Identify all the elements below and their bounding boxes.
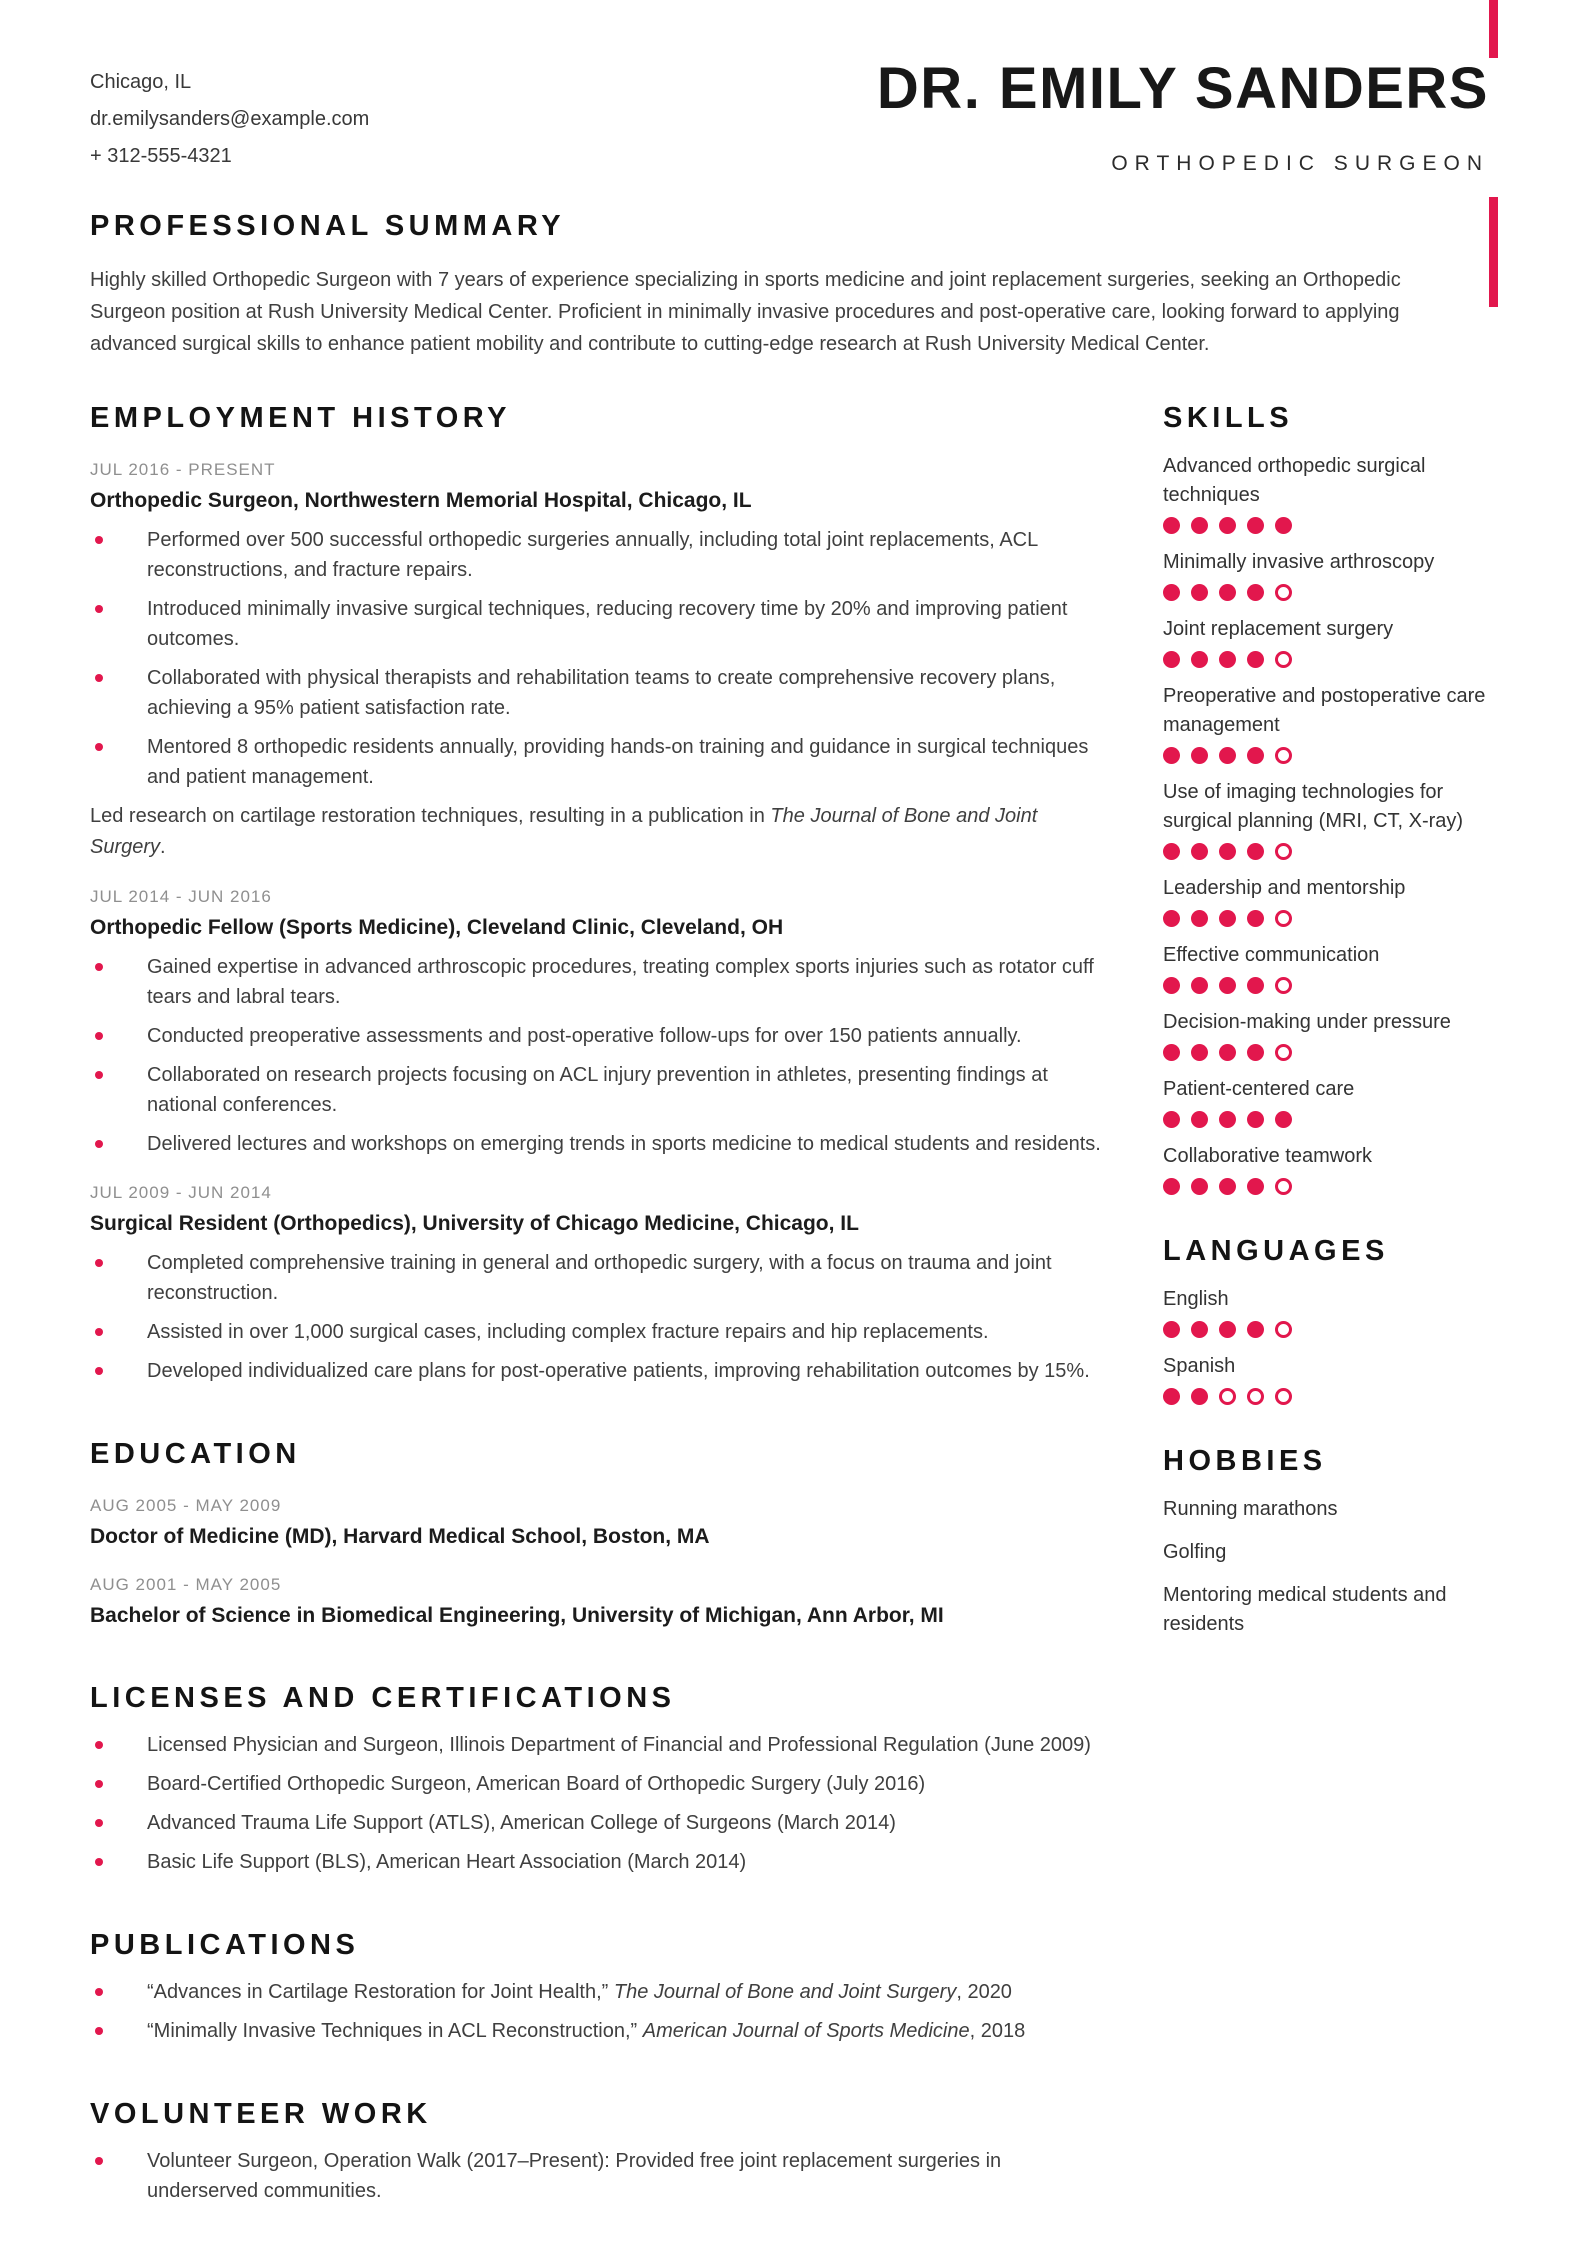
education-list xyxy=(90,1496,1110,1630)
job-entry xyxy=(90,887,1110,1159)
rating-dot-filled-icon xyxy=(1163,584,1180,601)
rating-dot-empty-icon xyxy=(1247,1388,1264,1405)
text-segment: . xyxy=(160,836,166,858)
rating-dot-empty-icon xyxy=(1275,584,1292,601)
job-dates: JUL 2014 - JUN 2016 xyxy=(90,887,272,906)
bullet-item: Volunteer Surgeon, Operation Walk (2017–Present): Provided free joint replacement surgeries in underserved communities. xyxy=(90,2146,1110,2206)
rating-dots xyxy=(1163,584,1508,601)
rating-dot-filled-icon xyxy=(1191,584,1208,601)
rating-dot-filled-icon xyxy=(1275,517,1292,534)
hobbies-heading: HOBBIES xyxy=(1163,1445,1327,1477)
rating-dot-filled-icon xyxy=(1163,747,1180,764)
rating-dot-filled-icon xyxy=(1191,651,1208,668)
rating-dot-filled-icon xyxy=(1247,977,1264,994)
section-skills xyxy=(1163,400,1508,1195)
accent-bar-top xyxy=(1489,0,1498,58)
rating-dot-filled-icon xyxy=(1163,1178,1180,1195)
rating-dot-empty-icon xyxy=(1275,1044,1292,1061)
rating-dot-filled-icon xyxy=(1163,1044,1180,1061)
volunteer-list xyxy=(90,2146,1110,2206)
text-segment: “Minimally Invasive Techniques in ACL Reconstruction,” xyxy=(147,2020,643,2042)
section-publications xyxy=(90,1927,1110,2046)
bullet-item: Basic Life Support (BLS), American Heart Association (March 2014) xyxy=(90,1847,1110,1877)
job-bullet-list xyxy=(90,1248,1110,1386)
skill-item xyxy=(1163,548,1508,601)
bullet-item: Developed individualized care plans for post-operative patients, improving rehabilitation outcomes by 15%. xyxy=(90,1356,1110,1386)
rating-dot-filled-icon xyxy=(1219,1178,1236,1195)
rating-dot-empty-icon xyxy=(1275,651,1292,668)
rating-dot-filled-icon xyxy=(1219,910,1236,927)
hobby-item: Golfing xyxy=(1163,1541,1227,1563)
rating-dot-filled-icon xyxy=(1219,977,1236,994)
education-title: Doctor of Medicine (MD), Harvard Medical School, Boston, MA xyxy=(90,1525,710,1548)
rating-dots xyxy=(1163,910,1508,927)
bullet-item: Introduced minimally invasive surgical techniques, reducing recovery time by 20% and improving patient outcomes. xyxy=(90,594,1110,654)
rating-dot-filled-icon xyxy=(1191,517,1208,534)
skill-label: Minimally invasive arthroscopy xyxy=(1163,551,1435,573)
publications-list xyxy=(90,1977,1110,2046)
rating-dot-empty-icon xyxy=(1275,1178,1292,1195)
skill-item xyxy=(1163,941,1508,994)
rating-dot-filled-icon xyxy=(1163,517,1180,534)
rating-dot-filled-icon xyxy=(1247,843,1264,860)
licenses-heading: LICENSES AND CERTIFICATIONS xyxy=(90,1682,676,1714)
job-title: Orthopedic Fellow (Sports Medicine), Cleveland Clinic, Cleveland, OH xyxy=(90,916,784,939)
rating-dot-filled-icon xyxy=(1219,843,1236,860)
contact-location: Chicago, IL xyxy=(90,71,192,93)
job-title: Orthopedic Surgeon, Northwestern Memorial Hospital, Chicago, IL xyxy=(90,489,752,512)
bullet-item: Delivered lectures and workshops on emerging trends in sports medicine to medical students and residents. xyxy=(90,1129,1110,1159)
bullet-item: Performed over 500 successful orthopedic surgeries annually, including total joint replacements, ACL reconstructions, and fracture repairs. xyxy=(90,525,1110,585)
bullet-item: Board-Certified Orthopedic Surgeon, American Board of Orthopedic Surgery (July 2016) xyxy=(90,1769,1110,1799)
skill-item xyxy=(1163,1008,1508,1061)
candidate-name: DR. EMILY SANDERS xyxy=(876,56,1489,121)
section-languages xyxy=(1163,1233,1508,1405)
rating-dot-filled-icon xyxy=(1191,747,1208,764)
education-entry xyxy=(90,1575,1110,1630)
job-note xyxy=(90,801,1110,863)
skill-label: Decision-making under pressure xyxy=(1163,1011,1451,1033)
accent-bar-header xyxy=(1489,197,1498,307)
rating-dot-filled-icon xyxy=(1163,1321,1180,1338)
rating-dot-filled-icon xyxy=(1191,977,1208,994)
section-volunteer-work xyxy=(90,2096,1110,2206)
bullet-item: Gained expertise in advanced arthroscopic procedures, treating complex sports injuries such as rotator cuff tears and labral tears. xyxy=(90,952,1110,1012)
rating-dot-filled-icon xyxy=(1191,843,1208,860)
section-hobbies xyxy=(1163,1443,1508,1639)
rating-dot-filled-icon xyxy=(1191,1044,1208,1061)
summary-heading: PROFESSIONAL SUMMARY xyxy=(90,210,566,242)
rating-dot-filled-icon xyxy=(1191,1321,1208,1338)
rating-dot-filled-icon xyxy=(1163,843,1180,860)
skill-label: Advanced orthopedic surgical techniques xyxy=(1163,455,1426,506)
rating-dot-filled-icon xyxy=(1191,1178,1208,1195)
rating-dot-filled-icon xyxy=(1163,1111,1180,1128)
rating-dot-filled-icon xyxy=(1247,517,1264,534)
contact-phone: + 312-555-4321 xyxy=(90,145,232,167)
rating-dot-filled-icon xyxy=(1219,1111,1236,1128)
rating-dot-empty-icon xyxy=(1275,1321,1292,1338)
rating-dots xyxy=(1163,1178,1508,1195)
rating-dot-filled-icon xyxy=(1247,747,1264,764)
rating-dots xyxy=(1163,1111,1508,1128)
rating-dot-filled-icon xyxy=(1163,651,1180,668)
publications-heading: PUBLICATIONS xyxy=(90,1929,360,1961)
volunteer-heading: VOLUNTEER WORK xyxy=(90,2098,432,2130)
job-title: Surgical Resident (Orthopedics), University of Chicago Medicine, Chicago, IL xyxy=(90,1212,859,1235)
hobby-item: Running marathons xyxy=(1163,1498,1338,1520)
skill-item xyxy=(1163,874,1508,927)
rating-dot-filled-icon xyxy=(1219,651,1236,668)
text-segment: , 2018 xyxy=(969,2020,1026,2042)
rating-dot-empty-icon xyxy=(1219,1388,1236,1405)
italic-text: The Journal of Bone and Joint Surgery xyxy=(90,805,1038,858)
rating-dot-empty-icon xyxy=(1275,747,1292,764)
italic-text: The Journal of Bone and Joint Surgery xyxy=(613,1981,957,2003)
hobbies-list xyxy=(1163,1495,1508,1639)
education-heading: EDUCATION xyxy=(90,1438,301,1470)
skills-heading: SKILLS xyxy=(1163,402,1294,434)
rating-dot-filled-icon xyxy=(1219,1321,1236,1338)
skill-item xyxy=(1163,452,1508,534)
skill-label: Effective communication xyxy=(1163,944,1380,966)
skill-item xyxy=(1163,1075,1508,1128)
main-column xyxy=(90,400,1110,2244)
skill-label: Patient-centered care xyxy=(1163,1078,1355,1100)
rating-dot-filled-icon xyxy=(1163,910,1180,927)
rating-dot-empty-icon xyxy=(1275,910,1292,927)
bullet-item: Assisted in over 1,000 surgical cases, including complex fracture repairs and hip replacements. xyxy=(90,1317,1110,1347)
rating-dot-filled-icon xyxy=(1191,1388,1208,1405)
language-item xyxy=(1163,1352,1508,1405)
rating-dot-filled-icon xyxy=(1247,584,1264,601)
job-bullet-list xyxy=(90,525,1110,792)
rating-dots xyxy=(1163,1388,1508,1405)
rating-dot-empty-icon xyxy=(1275,977,1292,994)
education-entry xyxy=(90,1496,1110,1551)
skill-label: Joint replacement surgery xyxy=(1163,618,1394,640)
rating-dot-filled-icon xyxy=(1191,1111,1208,1128)
text-segment: , 2020 xyxy=(956,1981,1012,2003)
contact-info xyxy=(90,64,369,175)
bullet-item xyxy=(90,1977,1110,2007)
skill-item xyxy=(1163,615,1508,668)
text-segment: “Advances in Cartilage Restoration for Joint Health,” xyxy=(147,1981,614,2003)
rating-dot-filled-icon xyxy=(1247,1111,1264,1128)
languages-list xyxy=(1163,1285,1508,1405)
rating-dot-filled-icon xyxy=(1247,1044,1264,1061)
skill-item xyxy=(1163,682,1508,764)
rating-dots xyxy=(1163,977,1508,994)
bullet-item xyxy=(90,2016,1110,2046)
licenses-list xyxy=(90,1730,1110,1877)
rating-dot-filled-icon xyxy=(1219,584,1236,601)
candidate-job-title: ORTHOPEDIC SURGEON xyxy=(1111,152,1489,175)
bullet-item: Completed comprehensive training in general and orthopedic surgery, with a focus on trauma and joint reconstruction. xyxy=(90,1248,1110,1308)
section-education xyxy=(90,1436,1110,1630)
skill-item xyxy=(1163,778,1508,860)
employment-heading: EMPLOYMENT HISTORY xyxy=(90,402,511,434)
job-entry xyxy=(90,460,1110,863)
rating-dot-filled-icon xyxy=(1247,651,1264,668)
skill-label: Preoperative and postoperative care management xyxy=(1163,685,1486,736)
bullet-item: Advanced Trauma Life Support (ATLS), American College of Surgeons (March 2014) xyxy=(90,1808,1110,1838)
skill-label: Collaborative teamwork xyxy=(1163,1145,1372,1167)
education-dates: AUG 2005 - MAY 2009 xyxy=(90,1496,282,1515)
rating-dot-filled-icon xyxy=(1163,1388,1180,1405)
rating-dot-filled-icon xyxy=(1163,977,1180,994)
job-list xyxy=(90,460,1110,1386)
skill-item xyxy=(1163,1142,1508,1195)
rating-dots xyxy=(1163,843,1508,860)
skills-list xyxy=(1163,452,1508,1195)
language-item xyxy=(1163,1285,1508,1338)
rating-dot-filled-icon xyxy=(1219,747,1236,764)
rating-dot-filled-icon xyxy=(1219,1044,1236,1061)
rating-dot-filled-icon xyxy=(1247,910,1264,927)
rating-dots xyxy=(1163,517,1508,534)
job-entry xyxy=(90,1183,1110,1386)
rating-dot-filled-icon xyxy=(1219,517,1236,534)
contact-email: dr.emilysanders@example.com xyxy=(90,108,370,130)
rating-dot-empty-icon xyxy=(1275,1388,1292,1405)
rating-dots xyxy=(1163,1321,1508,1338)
rating-dot-filled-icon xyxy=(1275,1111,1292,1128)
skill-label: Leadership and mentorship xyxy=(1163,877,1406,899)
rating-dot-empty-icon xyxy=(1275,843,1292,860)
bullet-item: Collaborated with physical therapists and rehabilitation teams to create comprehensive recovery plans, achieving a 95% patient satisfaction rate. xyxy=(90,663,1110,723)
education-title: Bachelor of Science in Biomedical Engineering, University of Michigan, Ann Arbor, MI xyxy=(90,1604,944,1627)
summary-text: Highly skilled Orthopedic Surgeon with 7 years of experience specializing in sports medicine and joint replacement surgeries, seeking an Orthopedic Surgeon position at Rush University Medical Center. Proficient in minimally invasive procedures and post-operative care, looking forward to applying advanced surgical skills to enhance patient mobility and contribute to cutting-edge research at Rush University Medical Center. xyxy=(90,269,1401,355)
rating-dots xyxy=(1163,651,1508,668)
bullet-item: Conducted preoperative assessments and post-operative follow-ups for over 150 patients annually. xyxy=(90,1021,1110,1051)
text-segment: Led research on cartilage restoration techniques, resulting in a publication in xyxy=(90,805,771,827)
section-professional-summary xyxy=(90,208,1410,360)
skill-label: Use of imaging technologies for surgical planning (MRI, CT, X-ray) xyxy=(1163,781,1464,832)
job-dates: JUL 2009 - JUN 2014 xyxy=(90,1183,272,1202)
rating-dot-filled-icon xyxy=(1247,1178,1264,1195)
bullet-item: Licensed Physician and Surgeon, Illinois Department of Financial and Professional Regulation (June 2009) xyxy=(90,1730,1110,1760)
section-licenses xyxy=(90,1680,1110,1877)
bullet-item: Mentored 8 orthopedic residents annually, providing hands-on training and guidance in surgical techniques and patient management. xyxy=(90,732,1110,792)
hobby-item: Mentoring medical students and residents xyxy=(1163,1584,1447,1635)
rating-dots xyxy=(1163,1044,1508,1061)
language-label: Spanish xyxy=(1163,1355,1236,1377)
italic-text: American Journal of Sports Medicine xyxy=(642,2020,970,2042)
languages-heading: LANGUAGES xyxy=(1163,1235,1389,1267)
job-bullet-list xyxy=(90,952,1110,1159)
job-dates: JUL 2016 - PRESENT xyxy=(90,460,276,479)
bullet-item: Collaborated on research projects focusing on ACL injury prevention in athletes, presenting findings at national conferences. xyxy=(90,1060,1110,1120)
education-dates: AUG 2001 - MAY 2005 xyxy=(90,1575,282,1594)
section-employment-history xyxy=(90,400,1110,1386)
language-label: English xyxy=(1163,1288,1229,1310)
rating-dots xyxy=(1163,747,1508,764)
rating-dot-filled-icon xyxy=(1191,910,1208,927)
rating-dot-filled-icon xyxy=(1247,1321,1264,1338)
sidebar xyxy=(1163,400,1508,1677)
